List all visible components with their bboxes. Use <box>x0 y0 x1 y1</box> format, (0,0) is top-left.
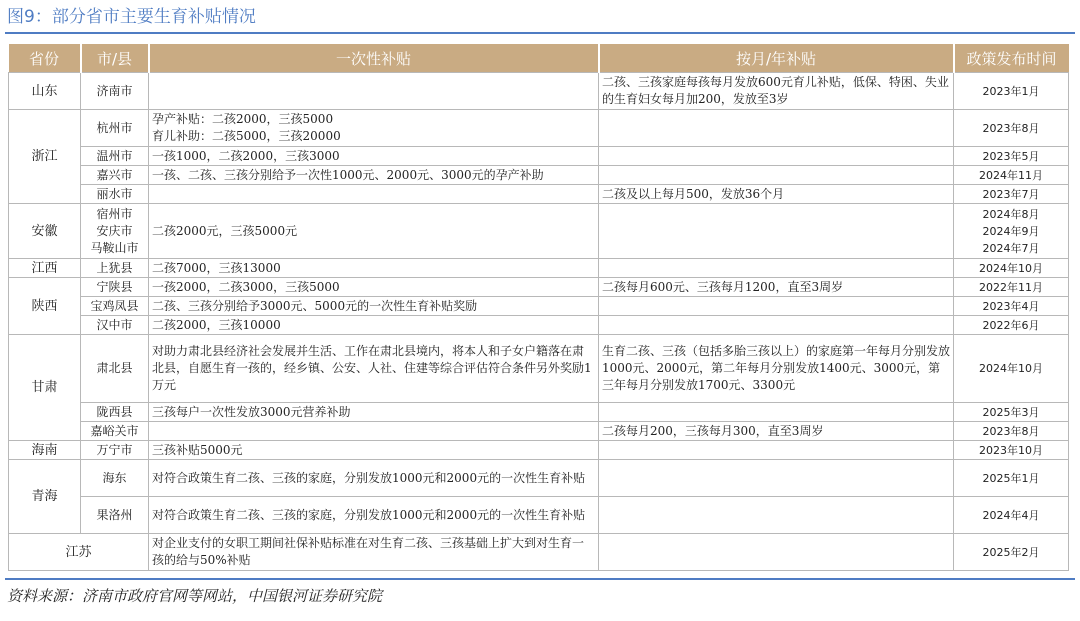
date-cell: 2022年6月 <box>954 316 1069 335</box>
table-row <box>9 441 1069 460</box>
table-row <box>9 278 1069 297</box>
date-line: 2024年9月 <box>982 224 1040 238</box>
city-cell: 宝鸡凤县 <box>81 297 149 316</box>
monthly-cell <box>599 297 954 316</box>
one-time-cell: 对符合政策生育二孩、三孩的家庭，分别发放1000元和2000元的一次性生育补贴 <box>149 497 599 534</box>
city-cell: 嘉峪关市 <box>81 422 149 441</box>
table-row <box>9 297 1069 316</box>
date-cell: 2023年4月 <box>954 297 1069 316</box>
table-row <box>9 403 1069 422</box>
city-cell: 肃北县 <box>81 335 149 403</box>
city-cell: 上犹县 <box>81 259 149 278</box>
city-cell: 丽水市 <box>81 185 149 204</box>
date-cell: 2023年5月 <box>954 147 1069 166</box>
date-cell <box>954 204 1069 259</box>
one-time-line: 孕产补贴：二孩2000，三孩5000 <box>152 112 334 126</box>
province-cell: 海南 <box>9 441 81 460</box>
header-one-time: 一次性补贴 <box>149 44 599 73</box>
province-cell: 江苏 <box>9 534 149 571</box>
city-cell: 陇西县 <box>81 403 149 422</box>
city-cell: 宁陕县 <box>81 278 149 297</box>
table-header-row <box>9 44 1069 73</box>
province-cell: 浙江 <box>9 110 81 204</box>
subsidy-table-container <box>8 44 1068 571</box>
header-date: 政策发布时间 <box>954 44 1069 73</box>
city-cell: 海东 <box>81 460 149 497</box>
one-time-cell: 二孩7000，三孩13000 <box>149 259 599 278</box>
city-cell <box>81 204 149 259</box>
date-cell: 2024年10月 <box>954 259 1069 278</box>
date-cell: 2024年11月 <box>954 166 1069 185</box>
province-cell: 江西 <box>9 259 81 278</box>
city-cell: 果洛州 <box>81 497 149 534</box>
monthly-cell: 二孩每月200，三孩每月300，直至3周岁 <box>599 422 954 441</box>
date-cell: 2024年4月 <box>954 497 1069 534</box>
monthly-cell <box>599 110 954 147</box>
monthly-cell: 二孩每月600元、三孩每月1200，直至3周岁 <box>599 278 954 297</box>
one-time-cell: 一孩2000，二孩3000，三孩5000 <box>149 278 599 297</box>
province-cell: 青海 <box>9 460 81 534</box>
date-cell: 2023年8月 <box>954 110 1069 147</box>
province-cell: 山东 <box>9 73 81 110</box>
one-time-cell <box>149 422 599 441</box>
date-cell: 2023年10月 <box>954 441 1069 460</box>
one-time-cell: 二孩、三孩分别给予3000元、5000元的一次性生育补贴奖励 <box>149 297 599 316</box>
date-cell: 2025年1月 <box>954 460 1069 497</box>
header-city: 市/县 <box>81 44 149 73</box>
monthly-cell <box>599 534 954 571</box>
city-cell: 杭州市 <box>81 110 149 147</box>
one-time-cell: 二孩2000元，三孩5000元 <box>149 204 599 259</box>
monthly-cell: 二孩、三孩家庭每孩每月发放600元育儿补贴，低保、特困、失业的生育妇女每月加200，发放至3岁 <box>599 73 954 110</box>
monthly-cell <box>599 204 954 259</box>
table-row <box>9 497 1069 534</box>
table-row <box>9 204 1069 259</box>
city-line: 宿州市 <box>96 206 133 221</box>
footer-divider <box>5 578 1075 580</box>
table-row <box>9 422 1069 441</box>
one-time-cell <box>149 185 599 204</box>
table-row <box>9 460 1069 497</box>
one-time-cell: 三孩补贴5000元 <box>149 441 599 460</box>
one-time-cell: 对助力肃北县经济社会发展并生活、工作在肃北县境内，将本人和子女户籍落在肃北县，自愿生育一孩的，经乡镇、公安、人社、住建等综合评估符合条件另外奖励1万元 <box>149 335 599 403</box>
date-cell: 2022年11月 <box>954 278 1069 297</box>
date-cell: 2025年3月 <box>954 403 1069 422</box>
city-cell: 温州市 <box>81 147 149 166</box>
monthly-cell <box>599 441 954 460</box>
monthly-cell <box>599 166 954 185</box>
monthly-cell <box>599 316 954 335</box>
date-cell: 2023年1月 <box>954 73 1069 110</box>
one-time-line: 育儿补助：二孩5000，三孩20000 <box>152 129 341 143</box>
one-time-cell: 三孩每户一次性发放3000元营养补助 <box>149 403 599 422</box>
one-time-cell: 对符合政策生育二孩、三孩的家庭，分别发放1000元和2000元的一次性生育补贴 <box>149 460 599 497</box>
monthly-cell <box>599 460 954 497</box>
one-time-cell: 对企业支付的女职工期间社保补贴标准在对生育二孩、三孩基础上扩大到对生育一孩的给与50%补贴 <box>149 534 599 571</box>
monthly-cell: 生育二孩、三孩（包括多胎三孩以上）的家庭第一年每月分别发放1000元、2000元，第二年每月分别发放1400元、3000元，第三年每月分别发放1700元、3300元 <box>599 335 954 403</box>
table-row <box>9 335 1069 403</box>
city-cell: 济南市 <box>81 73 149 110</box>
title-divider <box>5 32 1075 34</box>
monthly-cell <box>599 403 954 422</box>
table-row <box>9 259 1069 278</box>
table-row <box>9 166 1069 185</box>
date-cell: 2023年7月 <box>954 185 1069 204</box>
table-row <box>9 110 1069 147</box>
date-cell: 2023年8月 <box>954 422 1069 441</box>
monthly-cell <box>599 259 954 278</box>
figure-title: 图9：部分省市主要生育补贴情况 <box>7 7 256 27</box>
date-cell: 2025年2月 <box>954 534 1069 571</box>
one-time-cell <box>149 110 599 147</box>
date-line: 2024年8月 <box>982 207 1040 221</box>
city-cell: 汉中市 <box>81 316 149 335</box>
source-note: 资料来源：济南市政府官网等网站，中国银河证券研究院 <box>7 587 383 605</box>
table-row <box>9 534 1069 571</box>
province-cell: 甘肃 <box>9 335 81 441</box>
monthly-cell <box>599 497 954 534</box>
table-row <box>9 316 1069 335</box>
one-time-cell <box>149 73 599 110</box>
header-monthly: 按月/年补贴 <box>599 44 954 73</box>
city-line: 安庆市 <box>96 223 133 238</box>
subsidy-table <box>8 44 1069 571</box>
date-line: 2024年7月 <box>982 241 1040 255</box>
one-time-cell: 一孩1000，二孩2000，三孩3000 <box>149 147 599 166</box>
one-time-cell: 一孩、二孩、三孩分别给予一次性1000元、2000元、3000元的孕产补助 <box>149 166 599 185</box>
monthly-cell <box>599 147 954 166</box>
one-time-cell: 二孩2000，三孩10000 <box>149 316 599 335</box>
province-cell: 陕西 <box>9 278 81 335</box>
table-row <box>9 185 1069 204</box>
city-cell: 嘉兴市 <box>81 166 149 185</box>
date-cell: 2024年10月 <box>954 335 1069 403</box>
table-row <box>9 73 1069 110</box>
city-cell: 万宁市 <box>81 441 149 460</box>
city-line: 马鞍山市 <box>90 240 139 255</box>
table-row <box>9 147 1069 166</box>
header-province: 省份 <box>9 44 81 73</box>
province-cell: 安徽 <box>9 204 81 259</box>
monthly-cell: 二孩及以上每月500，发放36个月 <box>599 185 954 204</box>
